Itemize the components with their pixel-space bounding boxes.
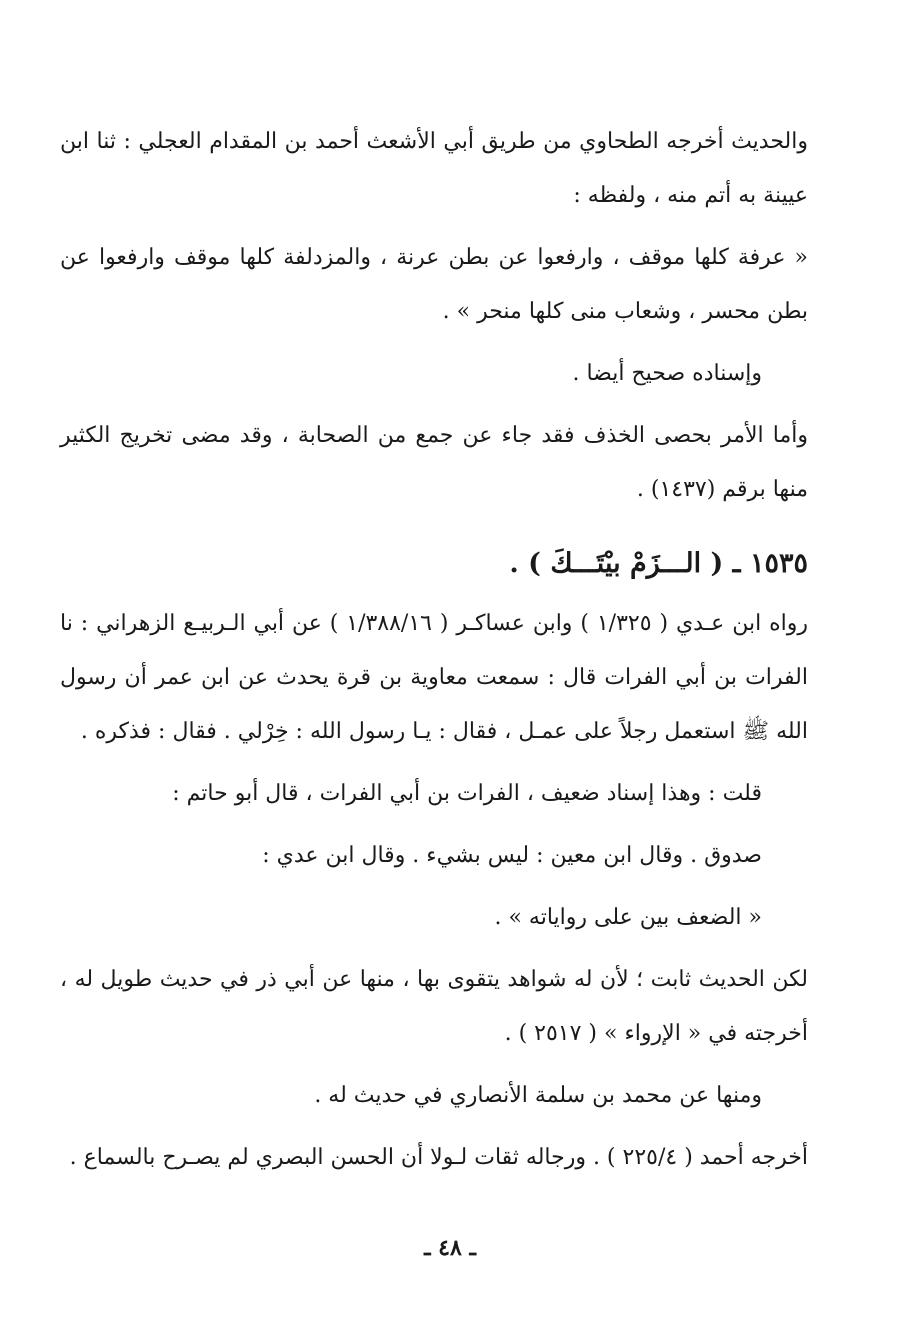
paragraph-isnad-sahih: وإسناده صحيح أيضا . [572,361,762,386]
paragraph-muhammad-bin-salama: ومنها عن محمد بن سلمة الأنصاري في حديث له . [314,1083,762,1108]
paragraph-ibn-adi-narration: رواه ابن عـدي ( ١/٣٢٥ ) وابن عساكـر ( ١/٣٨٨/١٦ ) عن أبي الـربيـع الزهراني : نا الفرات بن أبي الفرات قال : سمعت معاوية بن قرة يحدث عن ابن عمر أن رسول الله ﷺ استعمل رجلاً على عمـل ، فقال : يـا رسول الله : خِرْلي . فقال : فذكره . [60,611,808,744]
paragraph-weak-isnad: قلت : وهذا إسناد ضعيف ، الفرات بن أبي الفرات ، قال أبو حاتم : [172,781,762,806]
paragraph-ahmad-narration: أخرجه أحمد ( ٢٢٥/٤ ) . ورجاله ثقات لـولا أن الحسن البصري لم يصـرح بالسماع . [69,1145,808,1170]
paragraph-hadith-quote: « عرفة كلها موقف ، وارفعوا عن بطن عرنة ، والمزدلفة كلها موقف وارفعوا عن بطن محسر ، وشعاب منى كلها منحر » . [60,245,808,324]
paragraph-supporting-witnesses: لكن الحديث ثابت ؛ لأن له شواهد يتقوى بها ، منها عن أبي ذر في حديث طويل له ، أخرجته في « الإرواء » ( ٢٥١٧ ) . [60,967,808,1046]
hadith-heading: ١٥٣٥ ـ ( الـــزَمْ بيْتَـــكَ ) . [509,548,808,579]
page-number: ـ ٤٨ ـ [424,1235,476,1261]
page-body [60,115,808,1185]
paragraph-khadhf-pebbles: وأما الأمر بحصى الخذف فقد جاء عن جمع من الصحابة ، وقد مضى تخريج الكثير منها برقم (١٤٣٧) . [60,423,808,502]
paragraph-ibn-maeen: صدوق . وقال ابن معين : ليس بشيء . وقال ابن عدي : [262,843,762,868]
paragraph-tahawi-narration: والحديث أخرجه الطحاوي من طريق أبي الأشعث أحمد بن المقدام العجلي : ثنا ابن عيينة به أتم منه ، ولفظه : [60,129,808,208]
paragraph-weakness-quote: « الضعف بين على رواياته » . [494,905,762,930]
